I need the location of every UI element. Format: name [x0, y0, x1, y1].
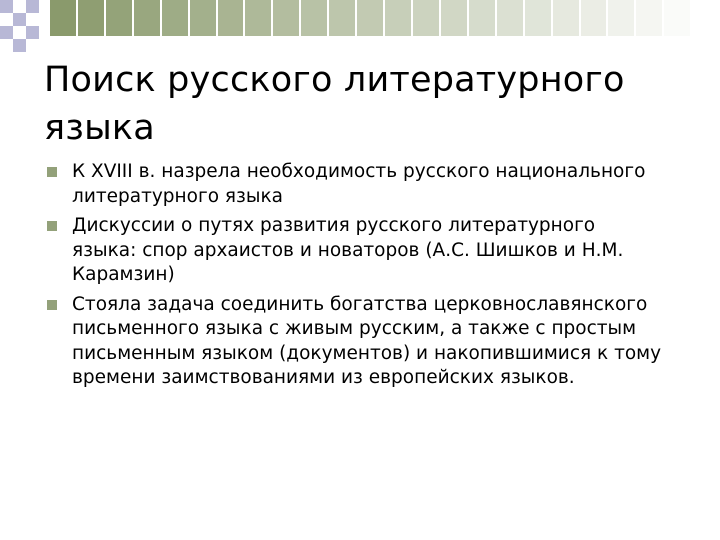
top-gradient-band	[50, 0, 720, 36]
band-square	[329, 0, 355, 36]
band-square	[636, 0, 662, 36]
bullet-list	[44, 160, 664, 396]
corner-decoration-square	[13, 13, 26, 26]
bullet-item	[44, 214, 664, 288]
band-square	[106, 0, 132, 36]
band-square	[190, 0, 216, 36]
band-square	[581, 0, 607, 36]
band-square	[469, 0, 495, 36]
bullet-text: Стояла задача соединить богатства церковнославянского письменного языка с живым русским, а также с простым письменным языком (документов) и накопившимися к тому времени заимствованиями из европейских языков.	[72, 293, 662, 388]
bullet-item	[44, 293, 664, 391]
bullet-text: Дискуссии о путях развития русского литературного языка: спор архаистов и новаторов (А.С. Шишков и Н.М. Карамзин)	[72, 215, 624, 285]
band-square	[441, 0, 467, 36]
band-square	[245, 0, 271, 36]
band-square	[357, 0, 383, 36]
slide-title: Поиск русского литературного языка	[44, 60, 625, 148]
band-square	[301, 0, 327, 36]
band-square	[50, 0, 76, 36]
corner-decoration-square	[0, 26, 13, 39]
bullet-text: К XVIII в. назрела необходимость русского национального литературного языка	[72, 161, 646, 207]
corner-decoration-square	[26, 26, 39, 39]
band-square	[218, 0, 244, 36]
square-bullet-icon	[47, 167, 57, 177]
corner-decoration-square	[26, 0, 39, 13]
band-square	[162, 0, 188, 36]
band-square	[273, 0, 299, 36]
band-square	[692, 0, 718, 36]
square-bullet-icon	[47, 221, 57, 231]
band-square	[497, 0, 523, 36]
bullet-item	[44, 160, 664, 209]
band-square	[413, 0, 439, 36]
corner-decoration-square	[0, 0, 13, 13]
band-square	[385, 0, 411, 36]
band-square	[525, 0, 551, 36]
band-square	[78, 0, 104, 36]
corner-decoration-square	[13, 39, 26, 52]
square-bullet-icon	[47, 300, 57, 310]
band-square	[553, 0, 579, 36]
band-square	[608, 0, 634, 36]
band-square	[664, 0, 690, 36]
band-square	[134, 0, 160, 36]
